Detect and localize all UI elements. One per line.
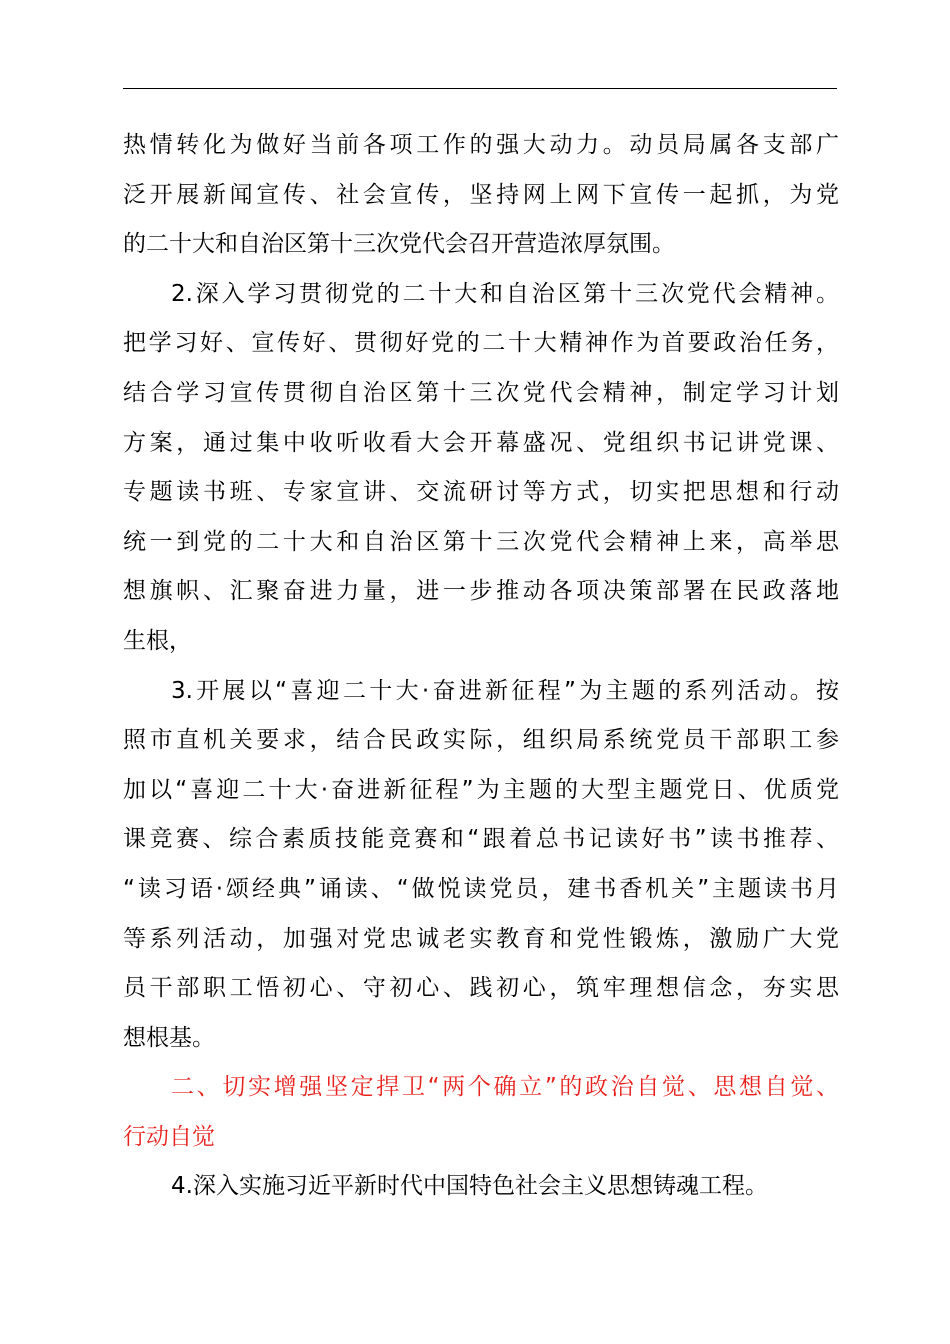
text-line: 泛开展新闻宣传、社会宣传，坚持网上网下宣传一起抓，为党: [123, 181, 839, 208]
text-line: 课竞赛、综合素质技能竞赛和“跟着总书记读好书”读书推荐、: [123, 826, 839, 853]
text-line: 照市直机关要求，结合民政实际，组织局系统党员干部职工参: [123, 727, 839, 754]
header-rule: [123, 88, 837, 89]
text-line: 3.开展以“喜迎二十大·奋进新征程”为主题的系列活动。按: [171, 677, 839, 704]
text-line: 专题读书班、专家宣讲、交流研讨等方式，切实把思想和行动: [123, 479, 839, 506]
text-line: 生根，: [123, 627, 192, 654]
text-line: 员干部职工悟初心、守初心、践初心，筑牢理想信念，夯实思: [123, 975, 839, 1002]
paragraph: [123, 1162, 839, 1212]
text-line: 方案，通过集中收听收看大会开幕盛况、党组织书记讲党课、: [123, 429, 839, 456]
text-line: 的二十大和自治区第十三次党代会召开营造浓厚氛围。: [123, 231, 675, 258]
text-line: 热情转化为做好当前各项工作的强大动力。动员局属各支部广: [123, 132, 839, 158]
text-line: 统一到党的二十大和自治区第十三次党代会精神上来，高举思: [123, 528, 839, 555]
paragraph: [123, 270, 839, 667]
text-line: 等系列活动，加强对党忠诚老实教育和党性锻炼，激励广大党: [123, 925, 839, 952]
text-line: 把学习好、宣传好、贯彻好党的二十大精神作为首要政治任务，: [123, 330, 839, 357]
text-line: 4.深入实施习近平新时代中国特色社会主义思想铸魂工程。: [171, 1173, 768, 1200]
section-heading: [123, 1063, 839, 1162]
heading-line: 行动自觉: [123, 1123, 215, 1150]
text-line: 加以“喜迎二十大·奋进新征程”为主题的大型主题党日、优质党: [123, 776, 839, 803]
document-body: [123, 121, 839, 1212]
text-line: 想旗帜、汇聚奋进力量，进一步推动各项决策部署在民政落地: [123, 578, 839, 605]
paragraph: [123, 667, 839, 1064]
heading-line: 二、切实增强坚定捍卫“两个确立”的政治自觉、思想自觉、: [171, 1074, 839, 1101]
text-line: 结合学习宣传贯彻自治区第十三次党代会精神，制定学习计划: [123, 379, 839, 406]
paragraph: [123, 121, 839, 270]
text-line: “读习语·颂经典”诵读、“做悦读党员，建书香机关”主题读书月: [123, 875, 839, 902]
text-line: 想根基。: [123, 1024, 215, 1051]
text-line: 2.深入学习贯彻党的二十大和自治区第十三次党代会精神。: [171, 280, 839, 307]
